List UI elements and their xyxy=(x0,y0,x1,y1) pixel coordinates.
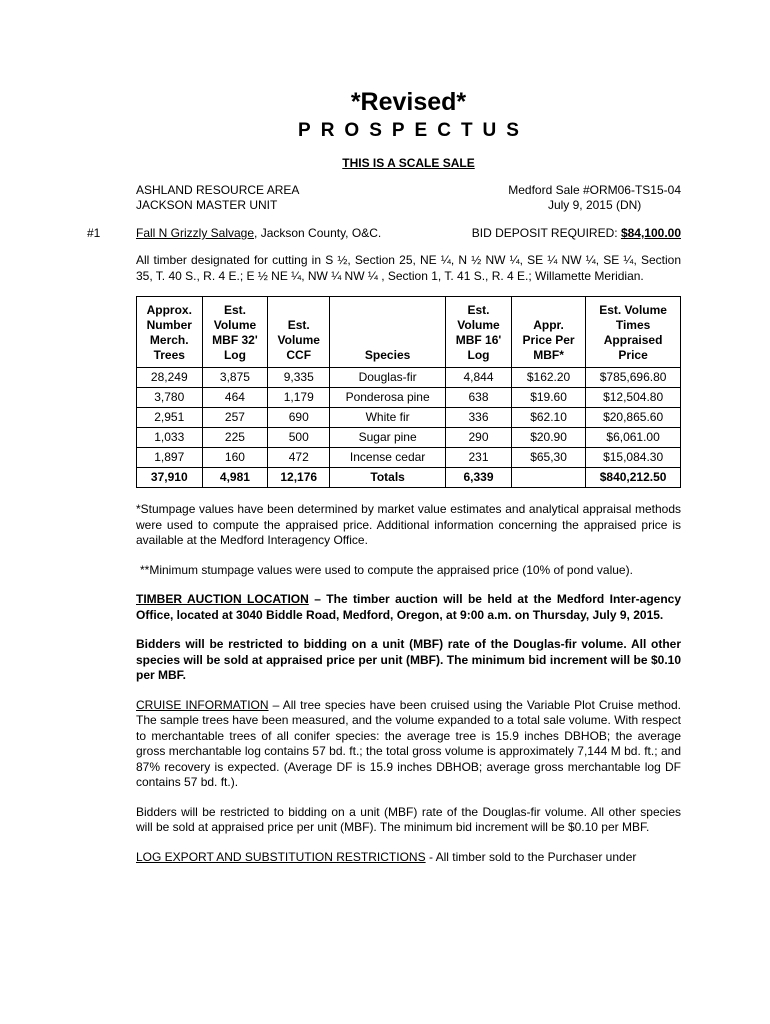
column-header-line: Volume xyxy=(277,333,320,347)
table-cell: 1,897 xyxy=(137,448,203,468)
document-title: *Revised* xyxy=(350,88,467,116)
table-cell: 9,335 xyxy=(268,368,330,388)
column-header xyxy=(586,297,681,368)
auction-location-text: – The timber auction will be held at the Medford Inter-agency Office, located at 3040 Biddle Road, Medford, Oregon, at 9:00 a.m. on Thursday, July 9, 2015. xyxy=(136,592,682,622)
column-header-line: Price Per xyxy=(522,333,575,347)
unit-line xyxy=(87,226,681,241)
table-cell: $20.90 xyxy=(511,428,585,448)
table-cell: $15,084.30 xyxy=(586,448,681,468)
table-row xyxy=(137,428,681,448)
column-header-line: Est. xyxy=(467,303,490,317)
log-export-paragraph xyxy=(136,850,681,866)
table-cell: 225 xyxy=(202,428,268,448)
table-row xyxy=(137,368,681,388)
totals-cell: 12,176 xyxy=(268,468,330,488)
scale-sale-note: THIS IS A SCALE SALE xyxy=(342,156,475,170)
bidding-restriction-plain: Bidders will be restricted to bidding on a unit (MBF) rate of the Douglas-fir volume. All other species will be sold at appraised price per unit (MBF). The minimum bid increment will be $0.10 per MBF. xyxy=(136,804,681,834)
table-row xyxy=(137,388,681,408)
volume-table xyxy=(136,296,681,488)
table-cell: $65,30 xyxy=(511,448,585,468)
cruise-information-text: – All tree species have been cruised using the Variable Plot Cruise method. The sample trees have been measured, and the volume expanded to a total sale volume. With respect to merchantable trees of all conifer species: the average tree is 15.9 inches DBHOB; the average gross merchantable log contains 57 bd. ft.; the total gross volume is approximately 7,144 M bd. ft.; and 87% recovery is expected. (Average DF is 15.9 inches DBHOB; average gross merchantable log DF contains 57 bd. ft.). xyxy=(136,697,681,789)
table-cell: $162.20 xyxy=(511,368,585,388)
resource-area-block xyxy=(136,183,299,213)
sale-number: Medford Sale #ORM06-TS15-04 xyxy=(508,183,681,197)
column-header-line: Volume xyxy=(213,318,257,332)
resource-area: ASHLAND RESOURCE AREA xyxy=(136,183,300,197)
document-subtitle: PROSPECTUS xyxy=(298,120,529,141)
table-body xyxy=(137,368,681,488)
totals-cell: 4,981 xyxy=(202,468,268,488)
table-cell: 1,033 xyxy=(137,428,203,448)
column-header-line: Appr. xyxy=(533,318,564,332)
bid-deposit-label: BID DEPOSIT REQUIRED: xyxy=(471,226,621,240)
auction-location-heading: TIMBER AUCTION LOCATION xyxy=(136,592,309,606)
totals-row xyxy=(137,468,681,488)
table-cell: 4,844 xyxy=(446,368,512,388)
column-header xyxy=(268,297,330,368)
table-row xyxy=(137,408,681,428)
column-header-line: MBF 32' xyxy=(212,333,258,347)
column-header-line: Log xyxy=(467,348,490,362)
table-cell: $20,865.60 xyxy=(586,408,681,428)
column-header-line: Approx. xyxy=(146,303,192,317)
sale-date: July 9, 2015 (DN) xyxy=(547,198,642,212)
bid-deposit xyxy=(472,226,681,241)
table-cell: Douglas-fir xyxy=(330,368,446,388)
table-cell: 464 xyxy=(202,388,268,408)
column-header xyxy=(137,297,203,368)
table-header-row xyxy=(137,297,681,368)
column-header-line: Est. Volume xyxy=(599,303,667,317)
table-cell: 3,780 xyxy=(137,388,203,408)
unit-number: #1 xyxy=(87,226,101,240)
bid-deposit-value: $84,100.00 xyxy=(620,226,681,240)
minimum-stumpage-note: **Minimum stumpage values were used to compute the appraised price (10% of pond value). xyxy=(140,562,633,577)
column-header-line: CCF xyxy=(286,348,312,362)
table-cell: 336 xyxy=(446,408,512,428)
table-cell: $62.10 xyxy=(511,408,585,428)
table-cell: 690 xyxy=(268,408,330,428)
log-export-heading: LOG EXPORT AND SUBSTITUTION RESTRICTIONS xyxy=(136,849,426,864)
table-cell: 472 xyxy=(268,448,330,468)
table-cell: $6,061.00 xyxy=(586,428,681,448)
cruise-information-heading: CRUISE INFORMATION xyxy=(136,697,269,712)
table-cell: White fir xyxy=(330,408,446,428)
prospectus-page xyxy=(87,88,682,865)
auction-location-paragraph xyxy=(136,592,681,623)
column-header-line: MBF 16' xyxy=(455,333,502,347)
column-header-line: Log xyxy=(223,348,246,362)
table-cell: Incense cedar xyxy=(330,448,446,468)
totals-cell xyxy=(511,468,585,488)
column-header-line: Volume xyxy=(457,318,500,332)
table-cell: 2,951 xyxy=(137,408,203,428)
totals-cell: $840,212.50 xyxy=(586,468,681,488)
table-cell: 231 xyxy=(446,448,512,468)
column-header-line: Est. xyxy=(223,303,246,317)
totals-cell: Totals xyxy=(330,468,446,488)
table-cell: 500 xyxy=(268,428,330,448)
table-cell: 160 xyxy=(202,448,268,468)
legal-description: All timber designated for cutting in S ½, Section 25, NE ¼, N ½ NW ¼, SE ¼ NW ¼, SE ¼, Section 35, T. 40 S., R. 4 E.; E ½ NE ¼, NW ¼ NW ¼ , Section 1, T. 41 S., R. 4 E.; Willamette Meridian. xyxy=(136,253,681,283)
column-header-line: Times xyxy=(615,318,651,332)
column-header xyxy=(330,297,446,368)
table-cell: 290 xyxy=(446,428,512,448)
table-cell: $785,696.80 xyxy=(586,368,681,388)
column-header-line: Merch. xyxy=(149,333,189,347)
column-header-line: Appraised xyxy=(603,333,663,347)
log-export-text: - All timber sold to the Purchaser under xyxy=(425,849,637,864)
sale-header xyxy=(136,183,681,213)
table-row xyxy=(137,448,681,468)
totals-cell: 6,339 xyxy=(446,468,512,488)
column-header xyxy=(446,297,512,368)
column-header-line: Species xyxy=(364,348,411,362)
table-cell: Ponderosa pine xyxy=(330,388,446,408)
column-header-line: Number xyxy=(146,318,192,332)
master-unit: JACKSON MASTER UNIT xyxy=(136,198,278,212)
table-cell: 3,875 xyxy=(202,368,268,388)
table-cell: $12,504.80 xyxy=(586,388,681,408)
unit-location: , Jackson County, O&C. xyxy=(254,226,382,240)
column-header-line: Trees xyxy=(153,348,185,362)
cruise-information-paragraph xyxy=(136,698,681,791)
column-header-line: Est. xyxy=(287,318,310,332)
column-header-line: MBF* xyxy=(533,348,564,362)
stumpage-note: *Stumpage values have been determined by market value estimates and analytical appraisal methods were used to compute the appraised price. Additional information concerning the appraised price is available at the Medford Interagency Office. xyxy=(136,502,681,547)
table-cell: 28,249 xyxy=(137,368,203,388)
unit-name: Fall N Grizzly Salvage xyxy=(136,226,255,240)
table-cell: 1,179 xyxy=(268,388,330,408)
table-cell: $19.60 xyxy=(511,388,585,408)
sale-id-block xyxy=(508,183,681,213)
column-header xyxy=(202,297,268,368)
table-cell: Sugar pine xyxy=(330,428,446,448)
table-cell: 638 xyxy=(446,388,512,408)
bidding-restriction-bold: Bidders will be restricted to bidding on a unit (MBF) rate of the Douglas-fir volume. All other species will be sold at appraised price per unit (MBF). The minimum bid increment will be $0.10 per MBF. xyxy=(136,637,681,682)
unit-title xyxy=(136,226,381,241)
column-header-line: Price xyxy=(618,348,648,362)
totals-cell: 37,910 xyxy=(137,468,203,488)
table-cell: 257 xyxy=(202,408,268,428)
column-header xyxy=(511,297,585,368)
